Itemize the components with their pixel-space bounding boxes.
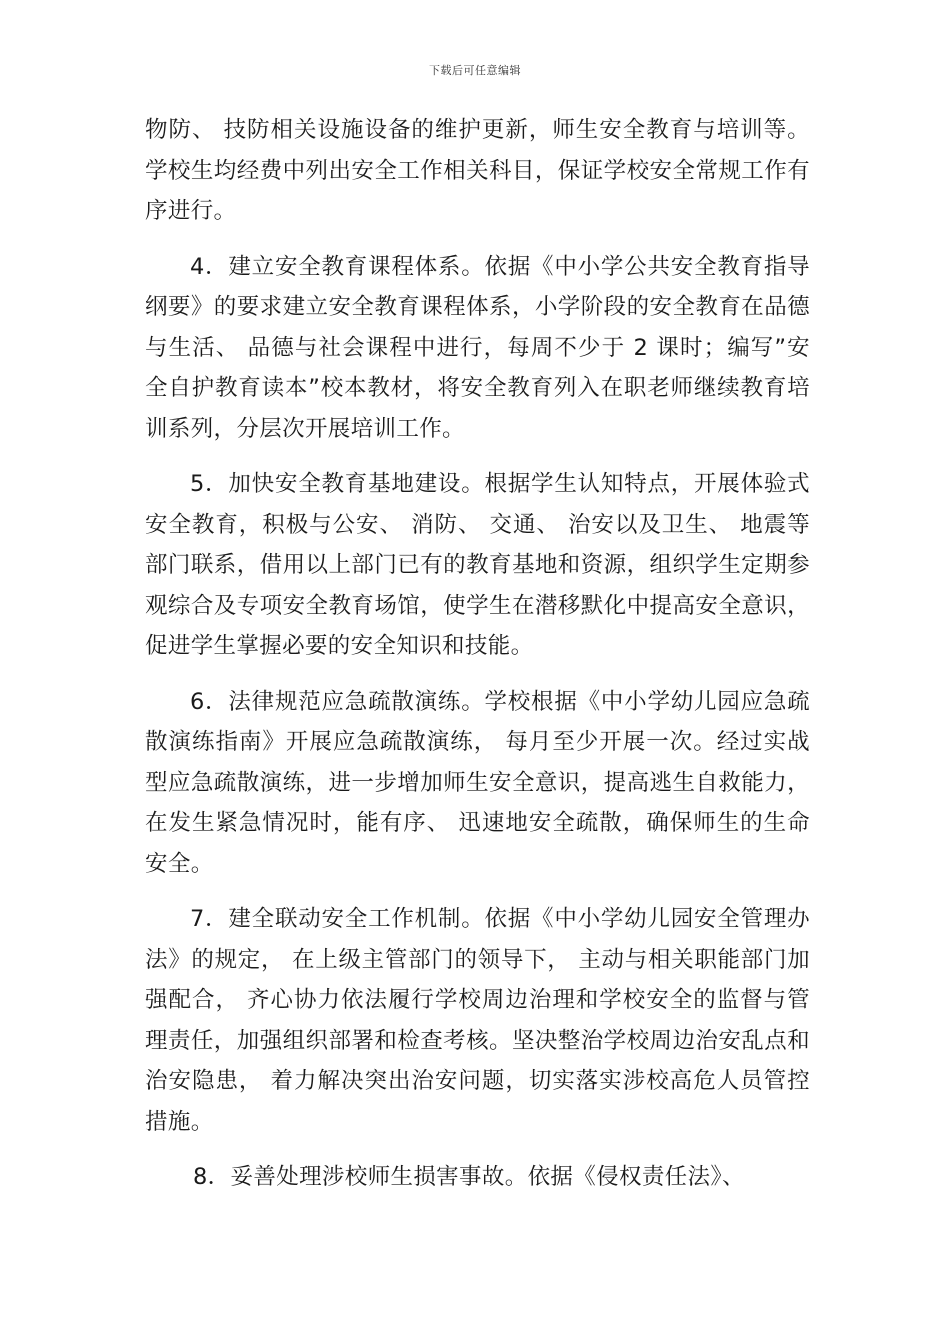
paragraph-item-7: 7．建全联动安全工作机制。依据《中小学幼儿园安全管理办法》的规定， 在上级主管部门的领导下， 主动与相关职能部门加强配合， 齐心协力依法履行学校周边治理和学校安全的监督与管理责任，加强组织部署和检查考核。坚决整治学校周边治安乱点和治安隐患， 着力解决突出治安问题，切实落实涉校高危人员管控措施。 — [145, 906, 810, 1135]
paragraph-item-5: 5．加快安全教育基地建设。根据学生认知特点，开展体验式安全教育，积极与公安、 消防、 交通、 治安以及卫生、 地震等部门联系，借用以上部门已有的教育基地和资源，组织学生定期参观综合及专项安全教育场馆，使学生在潜移默化中提高安全意识，促进学生掌握必要的安全知识和技能。 — [145, 471, 810, 659]
document-body — [145, 110, 810, 1198]
paragraph-item-8: 8．妥善处理涉校师生损害事故。依据《侵权责任法》、 — [193, 1164, 745, 1190]
paragraph-item-6: 6．法律规范应急疏散演练。学校根据《中小学幼儿园应急疏散演练指南》开展应急疏散演练， 每月至少开展一次。经过实战型应急疏散演练，进一步增加师生安全意识，提高逃生自救能力，在发生紧急情况时，能有序、 迅速地安全疏散，确保师生的生命安全。 — [145, 688, 810, 877]
page-header-note: 下载后可任意编辑 — [429, 64, 521, 77]
paragraph-item-4: 4．建立安全教育课程体系。依据《中小学公共安全教育指导纲要》的要求建立安全教育课程体系，小学阶段的安全教育在品德与生活、 品德与社会课程中进行，每周不少于 2 课时；编写”安全自护教育读本”校本教材，将安全教育列入在职老师继续教育培训系列，分层次开展培训工作。 — [145, 253, 810, 442]
paragraph-continuation: 物防、 技防相关设施设备的维护更新，师生安全教育与培训等。学校生均经费中列出安全工作相关科目，保证学校安全常规工作有序进行。 — [145, 117, 810, 224]
